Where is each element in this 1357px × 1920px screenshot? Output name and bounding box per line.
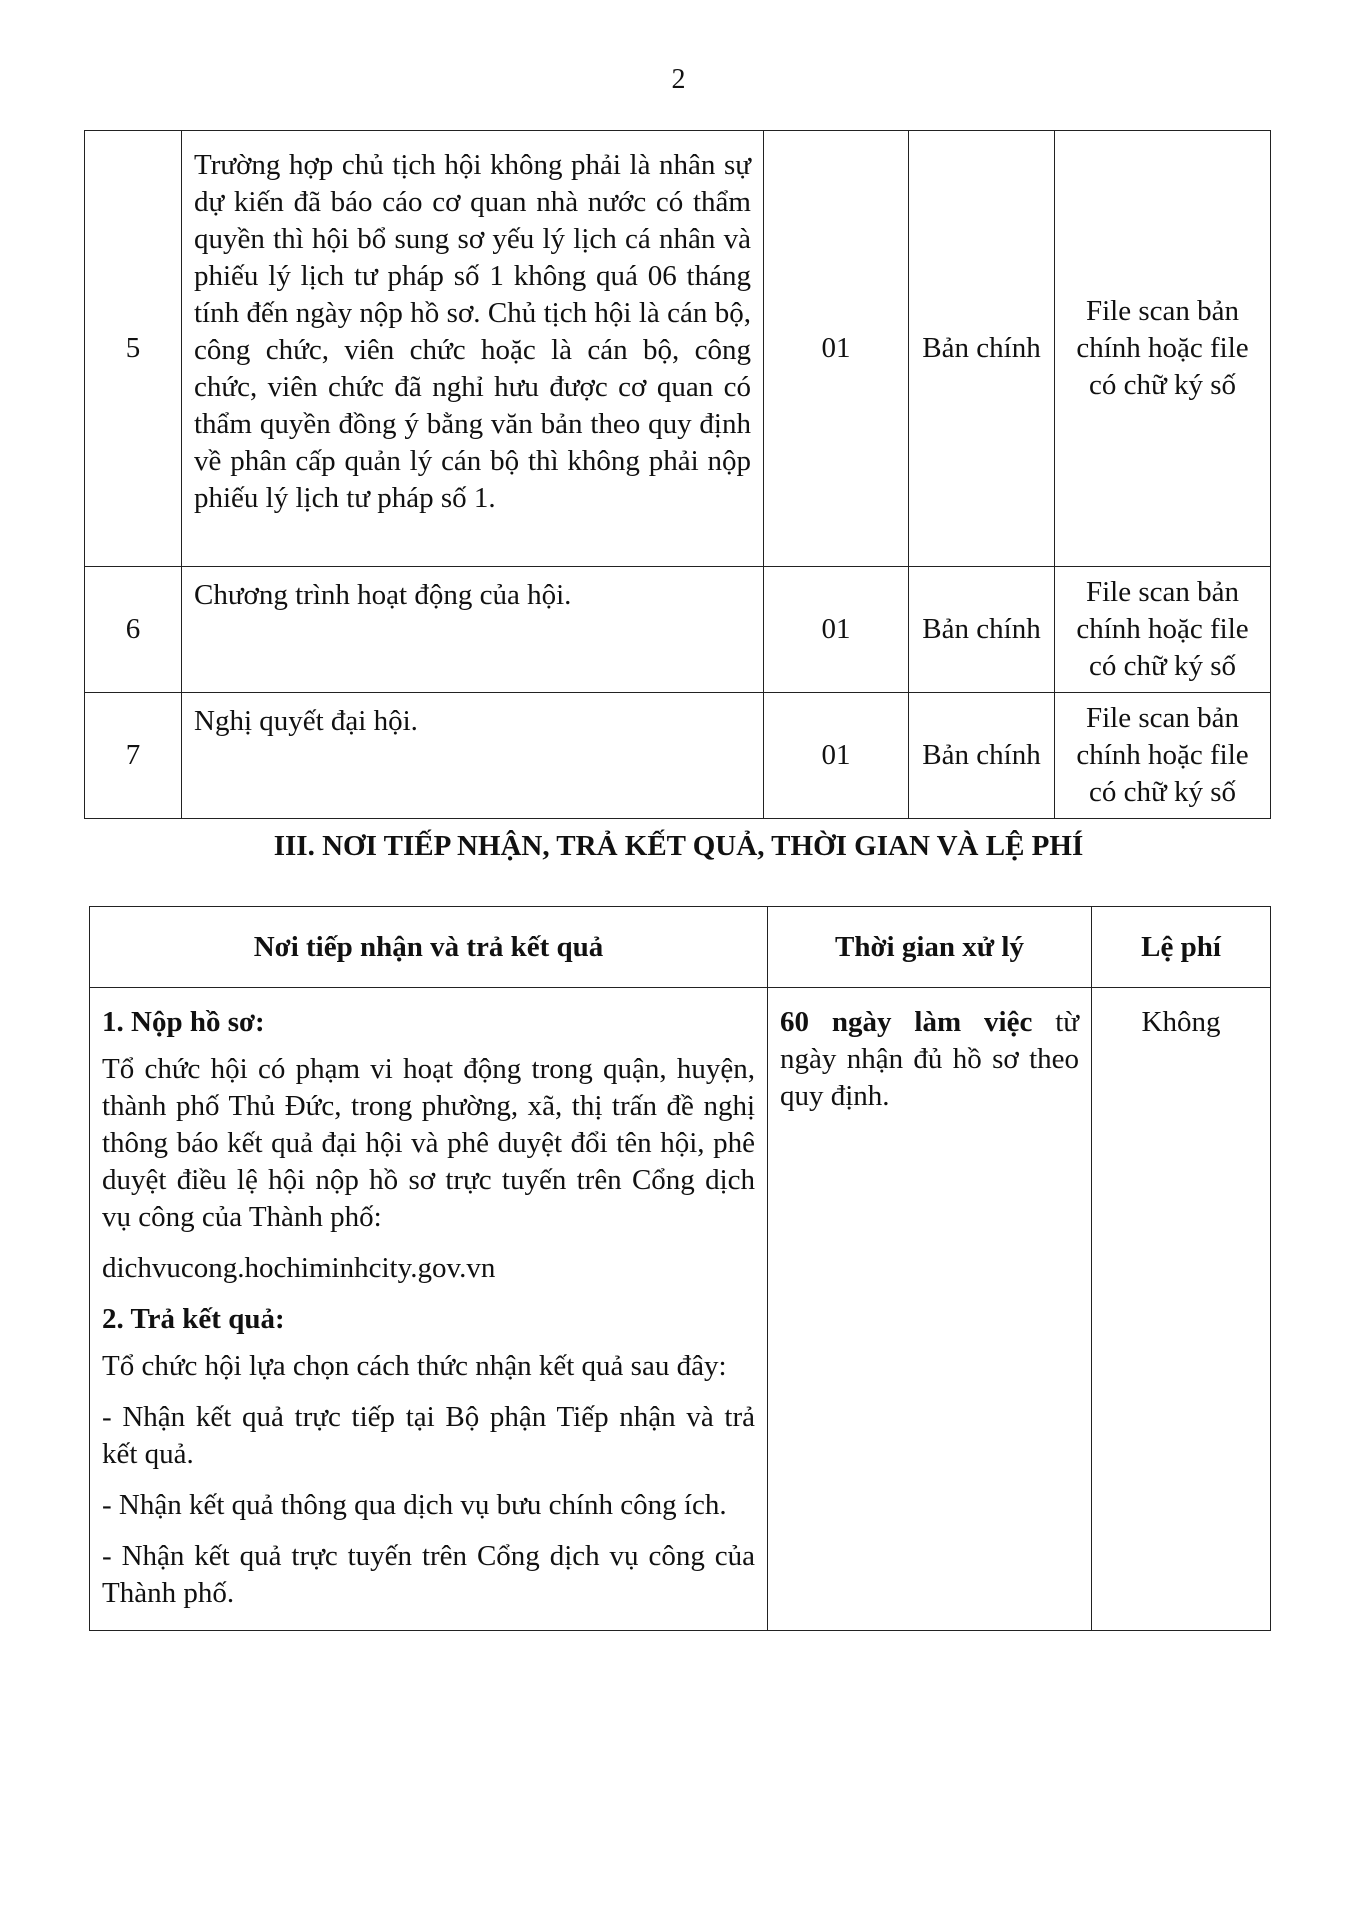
- table-row: [85, 567, 1271, 693]
- documents-table: [84, 130, 1271, 819]
- doc-type: Bản chính: [909, 693, 1055, 819]
- submit-title: 1. Nộp hồ sơ:: [102, 1006, 265, 1038]
- doc-quantity: 01: [764, 693, 909, 819]
- submit-text: Tổ chức hội có phạm vi hoạt động trong quận, huyện, thành phố Thủ Đức, trong phường, xã, thị trấn đề nghị thông báo kết quả đại hội và phê duyệt đổi tên hội, phê duyệt điều lệ hội nộp hồ sơ trực tuyến trên Cổng dịch vụ công của Thành phố:: [102, 1053, 755, 1233]
- table-row: [85, 131, 1271, 567]
- page-number: 2: [671, 64, 686, 95]
- header-place: Nơi tiếp nhận và trả kết quả: [90, 907, 768, 988]
- doc-description: Chương trình hoạt động của hội.: [182, 567, 764, 693]
- return-title: 2. Trả kết quả:: [102, 1303, 285, 1335]
- doc-number: 6: [85, 567, 182, 693]
- reception-table: [89, 906, 1271, 1631]
- doc-quantity: 01: [764, 567, 909, 693]
- portal-url: dichvucong.hochiminhcity.gov.vn: [102, 1252, 496, 1284]
- return-option: - Nhận kết quả trực tiếp tại Bộ phận Tiếp nhận và trả kết quả.: [102, 1401, 755, 1470]
- header-time: Thời gian xử lý: [768, 907, 1092, 988]
- return-option: - Nhận kết quả thông qua dịch vụ bưu chính công ích.: [102, 1489, 727, 1521]
- fee-value: Không: [1092, 988, 1271, 1631]
- processing-days: 60 ngày làm việc: [780, 1006, 1033, 1038]
- doc-format: File scan bản chính hoặc file có chữ ký số: [1055, 131, 1271, 567]
- doc-number: 7: [85, 693, 182, 819]
- table-header-row: [90, 907, 1271, 988]
- header-fee: Lệ phí: [1092, 907, 1271, 988]
- doc-number: 5: [85, 131, 182, 567]
- place-cell: [90, 988, 768, 1631]
- doc-format: File scan bản chính hoặc file có chữ ký số: [1055, 693, 1271, 819]
- return-option: - Nhận kết quả trực tuyến trên Cổng dịch vụ công của Thành phố.: [102, 1540, 755, 1609]
- return-intro: Tổ chức hội lựa chọn cách thức nhận kết quả sau đây:: [102, 1350, 727, 1382]
- processing-time-rest: từ ngày nhận đủ hồ sơ theo quy định.: [780, 1006, 1079, 1112]
- doc-format: File scan bản chính hoặc file có chữ ký số: [1055, 567, 1271, 693]
- doc-description: Nghị quyết đại hội.: [182, 693, 764, 819]
- doc-quantity: 01: [764, 131, 909, 567]
- processing-time: [768, 988, 1092, 1631]
- table-row: [90, 988, 1271, 1631]
- section-heading: III. NƠI TIẾP NHẬN, TRẢ KẾT QUẢ, THỜI GIAN VÀ LỆ PHÍ: [273, 830, 1084, 862]
- doc-type: Bản chính: [909, 131, 1055, 567]
- table-row: [85, 693, 1271, 819]
- doc-type: Bản chính: [909, 567, 1055, 693]
- doc-description: Trường hợp chủ tịch hội không phải là nhân sự dự kiến đã báo cáo cơ quan nhà nước có thẩm quyền thì hội bổ sung sơ yếu lý lịch cá nhân và phiếu lý lịch tư pháp số 1 không quá 06 tháng tính đến ngày nộp hồ sơ. Chủ tịch hội là cán bộ, công chức, viên chức hoặc là cán bộ, công chức, viên chức đã nghỉ hưu được cơ quan có thẩm quyền đồng ý bằng văn bản theo quy định về phân cấp quản lý cán bộ thì không phải nộp phiếu lý lịch tư pháp số 1.: [182, 131, 764, 567]
